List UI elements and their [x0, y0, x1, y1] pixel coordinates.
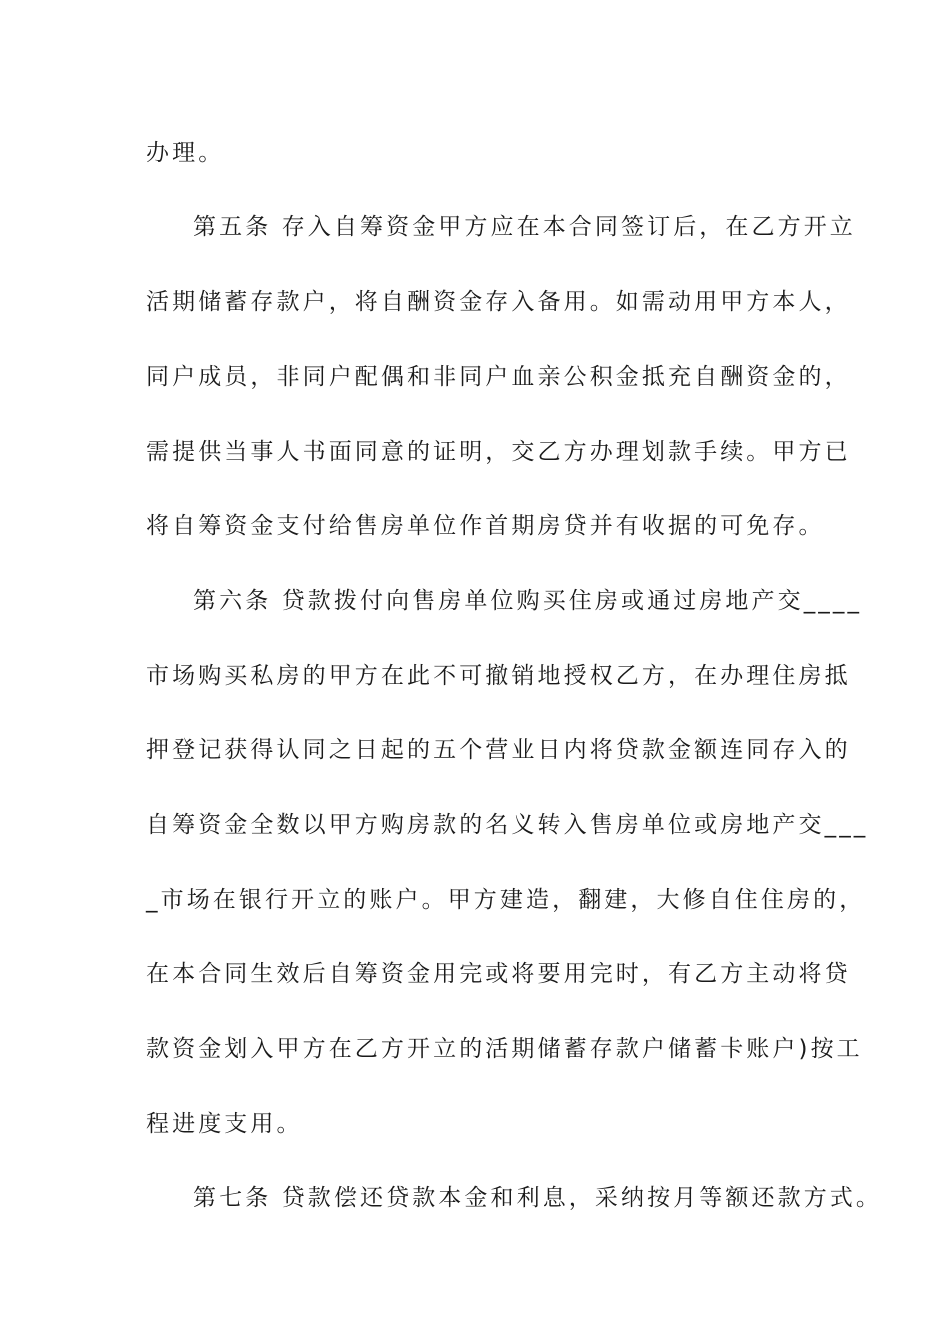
text-line: 款资金划入甲方在乙方开立的活期储蓄存款户储蓄卡账户)按工	[146, 1036, 863, 1062]
text-line: 市场购买私房的甲方在此不可撤销地授权乙方，在办理住房抵	[146, 663, 851, 689]
text-line: 押登记获得认同之日起的五个营业日内将贷款金额连同存入的	[146, 737, 851, 763]
paragraph-article-5-line: 第五条 存入自筹资金甲方应在本合同签订后，在乙方开立	[193, 214, 856, 240]
text-line: 活期储蓄存款户，将自酬资金存入备用。如需动用甲方本人，	[146, 289, 851, 315]
text-line: 办理。	[146, 140, 225, 166]
text-line: 同户成员，非同户配偶和非同户血亲公积金抵充自酬资金的，	[146, 364, 851, 390]
text-line: 将自筹资金支付给售房单位作首期房贷并有收据的可免存。	[146, 513, 825, 539]
text-line: 在本合同生效后自筹资金用完或将要用完时，有乙方主动将贷	[146, 961, 851, 987]
paragraph-article-7-line: 第七条 贷款偿还贷款本金和利息，采纳按月等额还款方式。	[193, 1185, 883, 1211]
text-line: 程进度支用。	[146, 1111, 303, 1137]
text-line: 自筹资金全数以甲方购房款的名义转入售房单位或房地产交___	[146, 812, 869, 838]
text-line: _市场在银行开立的账户。甲方建造，翻建，大修自住住房的，	[146, 887, 866, 913]
text-line: 需提供当事人书面同意的证明，交乙方办理划款手续。甲方已	[146, 439, 851, 465]
paragraph-article-6-line: 第六条 贷款拨付向售房单位购买住房或通过房地产交____	[193, 588, 863, 614]
